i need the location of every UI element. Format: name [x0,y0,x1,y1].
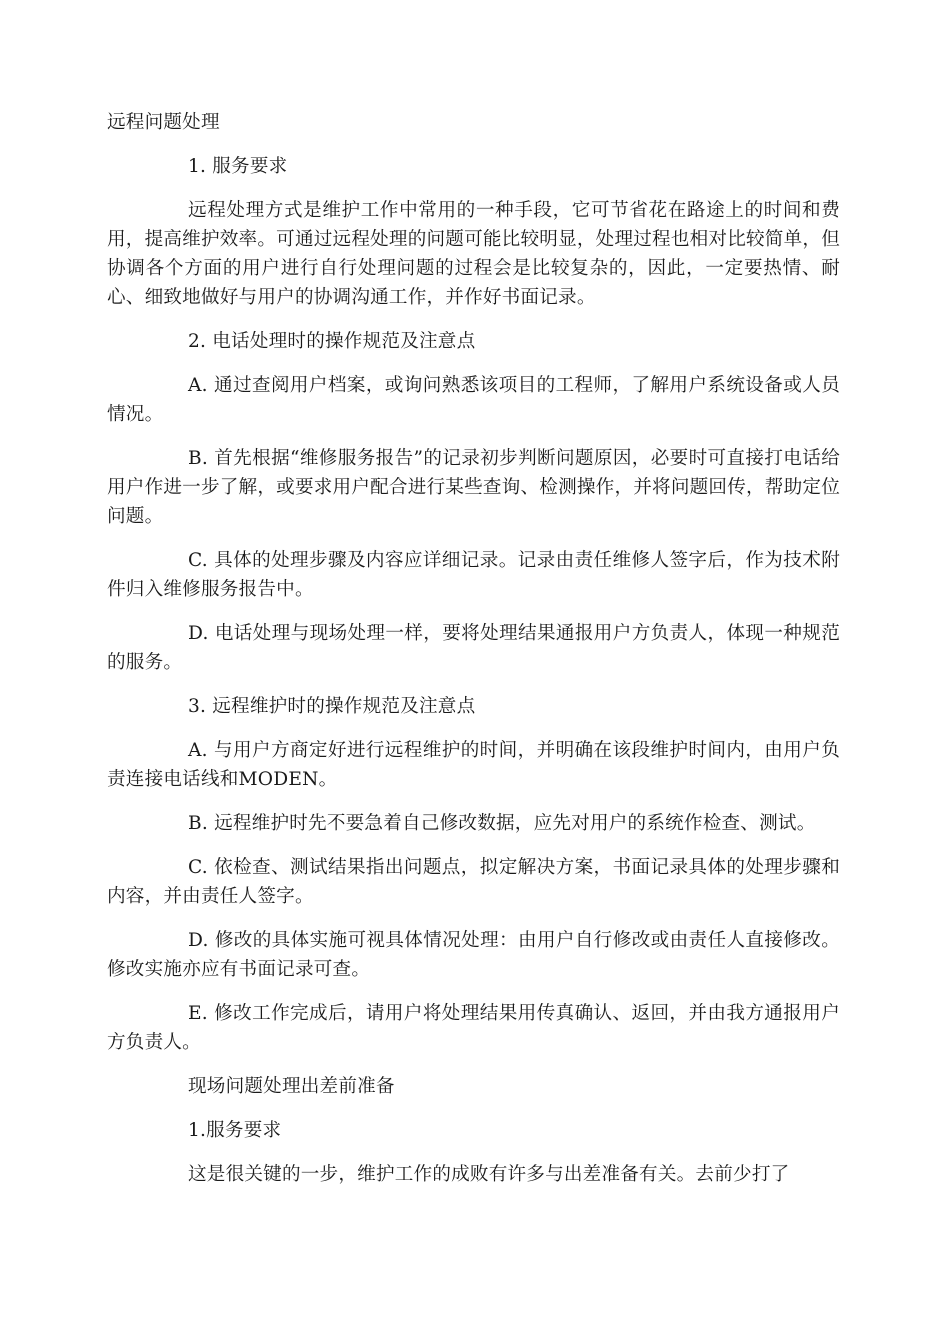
subheading-remote-maintenance: 3. 远程维护时的操作规范及注意点 [188,696,476,717]
section-heading-onsite: 现场问题处理出差前准备 [188,1076,395,1097]
list-item-phone-a: A. 通过查阅用户档案，或询问熟悉该项目的工程师，了解用户系统设备或人员情况。 [107,375,840,425]
paragraph-remote-intro: 远程处理方式是维护工作中常用的一种手段，它可节省花在路途上的时间和费用，提高维护效率。可通过远程处理的问题可能比较明显，处理过程也相对比较简单，但协调各个方面的用户进行自行处理问题的过程会是比较复杂的，因此，一定要热情、耐心、细致地做好与用户的协调沟通工作，并作好书面记录。 [107,200,840,308]
paragraph-onsite-intro: 这是很关键的一步，维护工作的成败有许多与出差准备有关。去前少打了 [188,1164,790,1185]
subheading-onsite-service-requirements: 1.服务要求 [188,1120,282,1141]
list-item-remote-b: B. 远程维护时先不要急着自己修改数据，应先对用户的系统作检查、测试。 [188,813,816,834]
list-item-phone-d: D. 电话处理与现场处理一样，要将处理结果通报用户方负责人，体现一种规范的服务。 [107,623,840,673]
list-item-remote-d: D. 修改的具体实施可视具体情况处理：由用户自行修改或由责任人直接修改。修改实施亦应有书面记录可查。 [107,930,840,980]
list-item-remote-a: A. 与用户方商定好进行远程维护的时间，并明确在该段维护时间内，由用户负责连接电话线和MODEN。 [107,740,840,790]
subheading-service-requirements: 1. 服务要求 [188,156,288,177]
subheading-phone-handling: 2. 电话处理时的操作规范及注意点 [188,331,476,352]
document-page [107,108,840,1204]
list-item-remote-e: E. 修改工作完成后，请用户将处理结果用传真确认、返回，并由我方通报用户方负责人。 [107,1003,840,1053]
list-item-phone-c: C. 具体的处理步骤及内容应详细记录。记录由责任维修人签字后，作为技术附件归入维修服务报告中。 [107,550,840,600]
list-item-remote-c: C. 依检查、测试结果指出问题点，拟定解决方案，书面记录具体的处理步骤和内容，并由责任人签字。 [107,857,840,907]
list-item-phone-b: B. 首先根据“维修服务报告”的记录初步判断问题原因，必要时可直接打电话给用户作进一步了解，或要求用户配合进行某些查询、检测操作，并将问题回传，帮助定位问题。 [107,448,840,527]
section-heading-remote: 远程问题处理 [107,112,220,133]
